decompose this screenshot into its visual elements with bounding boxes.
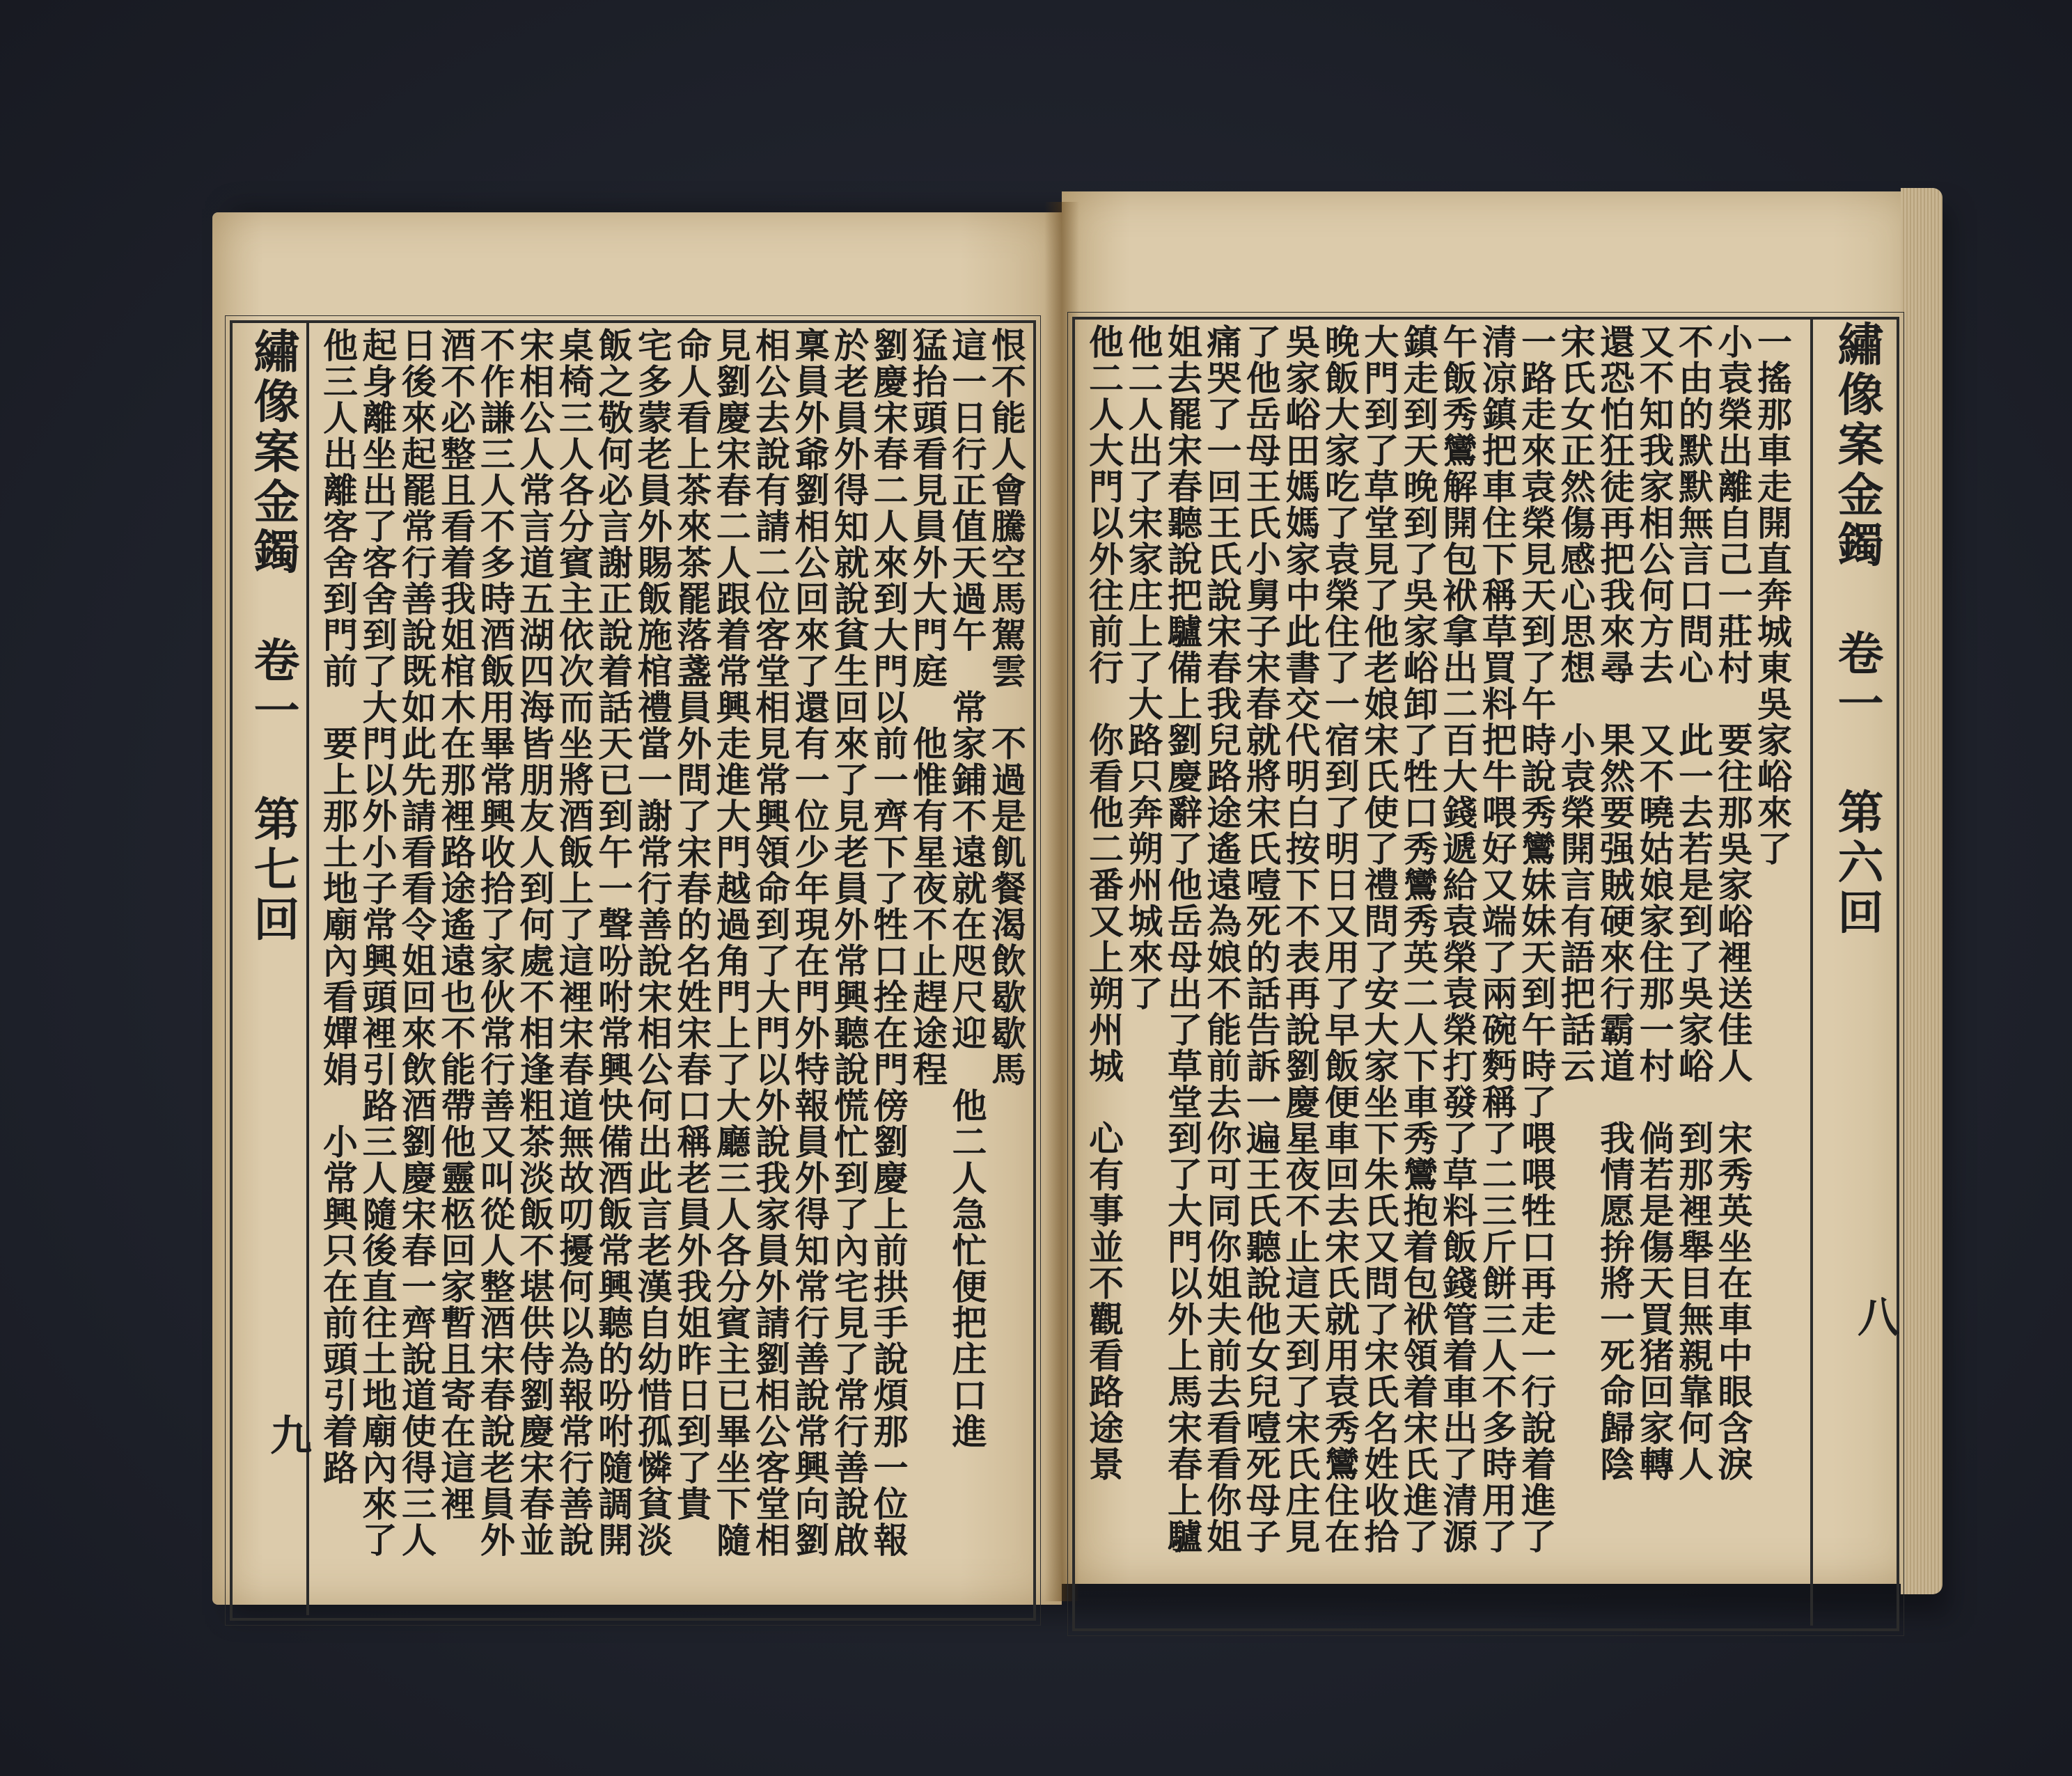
text-column: 劉慶宋春二人來到大門以前一齊下了牲口拴在門傍劉慶上前拱手說煩那一位報 <box>868 327 909 1558</box>
text-column: 相公去說有請二位客堂相見常興領命到了大門以外說我家員外請劉相公客堂相 <box>750 327 792 1558</box>
left-page-text <box>317 327 1027 1608</box>
text-column: 恨不能人會騰空馬駕雲 不過是飢餐渴飲歇歇馬 <box>985 327 1027 1087</box>
text-column: 飯之敬何必言謝正說着話天已到午一聲吩咐常興快備酒飯常興聽的吩咐隨調開 <box>592 327 634 1558</box>
text-column: 命人看上茶來茶罷落盞員外問了宋春的名姓宋春口稱老員外我姐昨日到了貴 <box>671 327 713 1522</box>
left-margin-header <box>240 327 306 945</box>
text-column: 姐去罷宋春聽說把驢備上劉慶辭了他岳母出了草堂到了大門以外上馬宋春上驢 <box>1161 324 1203 1555</box>
text-column: 他二人大門以外往前行 你看他二番又上朔州城 心有事並不觀看路途景 <box>1083 324 1124 1482</box>
text-column: 於老員外得知就說貧生回來了見老員外常興聽說慌忙到了內宅見了常行善說啟 <box>829 327 870 1558</box>
text-column: 午飯秀鸞解開包袱拿出二百大錢遞給袁榮袁榮打發了草料飯錢管着車出了清源 <box>1437 324 1479 1555</box>
right-margin-rule <box>1810 317 1813 1626</box>
text-column: 鎮走到天晚到了吳家峪卸了牲口秀鸞秀英二人下車秀鸞抱着包袱領着宋氏進了 <box>1397 324 1439 1555</box>
text-column: 起身離坐出了客舍到了大門以外小子常興頭裡引路三人隨後直往土地廟內來了 <box>356 327 398 1558</box>
text-column: 一搖那車走開直奔城東吳家峪來了 <box>1751 324 1793 867</box>
text-column: 稟員外爺劉相公回來了還有一位少年現在門外特報員外得知常行善說常興向劉 <box>789 327 831 1558</box>
text-column: 不由的默默無言口問心 此一去若是到了吳家峪 到那裡舉目無親靠何人 <box>1673 324 1715 1482</box>
text-column: 見劉慶宋春二人跟着常興走進大門越過角門上了大廳三人各分賓主已畢坐下隨 <box>710 327 752 1558</box>
text-column: 清凉鎮把車住下稱草買料把牛喂好又端了兩碗麪稱了二三斤餅三人不多時用了 <box>1476 324 1518 1555</box>
page-fore-edge <box>1901 188 1943 1594</box>
text-column: 小袁榮出離自己一莊村 要往那吳家峪裡送佳人 宋秀英坐在車中眼含淚 <box>1712 324 1754 1482</box>
left-page-number: 九 <box>263 1413 312 1455</box>
right-page-number: 八 <box>1851 1295 1899 1337</box>
text-column: 一路走來袁榮見天到了午時說秀鸞妹妹天到午時了喂喂牲口再走一行說着進了 <box>1516 324 1557 1555</box>
text-column: 酒不必整且看着我姐棺木在那裡路途遙遠也不能帶他靈柩回家暫且寄在這裡 <box>435 327 477 1522</box>
text-column: 桌椅三人各分賓主依次而坐將酒飯上了這裡宋春道無故叨擾何以為報常行善說 <box>553 327 595 1558</box>
text-column: 日後來起罷常行善說既如此先請看看令姐回來飲酒劉慶宋春一齊說道使得三人 <box>395 327 437 1558</box>
left-margin-chapter: 卷一 第七回 <box>246 636 300 945</box>
text-column: 他二人出了宋家庄上了大路只奔朔州城來了 <box>1122 324 1164 1012</box>
text-column: 吳家峪田媽媽家中此書交代明白按下不表再說劉慶星夜不止這天到了宋氏庄見 <box>1280 324 1321 1555</box>
text-column: 猛抬頭看見員外大門庭 他惟有星夜不止趕途程 <box>907 327 949 1087</box>
right-page-text <box>1083 324 1793 1619</box>
text-column: 這一日行正值天過午 常家鋪不遠就在咫尺迎 他二人急忙便把庄口進 <box>946 327 988 1449</box>
text-column: 又不知我家相公何方去 又不曉姑娘家住那一村 倘若是傷天買猪回家轉 <box>1633 324 1675 1482</box>
text-column: 痛哭了一回王氏說宋春我兒路途遙遠為娘不能前去你可同你姐夫前去看看你姐 <box>1201 324 1243 1555</box>
text-column: 他三人出離客舍到門前 要上那土地廟內看嬋娟 小常興只在前頭引着路 <box>317 327 359 1486</box>
text-column: 還恐怕狂徒再把我來尋 果然要强賊硬來行霸道 我情愿拚將一死命歸陰 <box>1594 324 1636 1482</box>
text-column: 了他岳母王氏小舅子宋春就將宋氏噎死的話告訴一遍王氏聽說他女兒噎死母子 <box>1240 324 1282 1555</box>
right-margin-title: 繡像案金鐲 <box>1830 320 1884 571</box>
text-column: 不作謙三人不多時酒飯用畢常興收拾了家伙常行善又叫從人整酒宋春說老員外 <box>474 327 516 1558</box>
text-column: 宅多蒙老員外賜飯施棺禮當一謝常行善說宋相公何出此言老漢自幼惜孤憐貧淡 <box>631 327 673 1558</box>
right-margin-header <box>1824 320 1890 938</box>
left-margin-title: 繡像案金鐲 <box>246 327 300 578</box>
text-column: 宋相公人常言道五湖四海皆朋友人到何處不相逢粗茶淡飯不堪供侍劉慶宋春並 <box>514 327 556 1558</box>
text-column: 晚飯大家吃了袁榮住了一宿到了明日又用了早飯便車回去宋氏就用袁秀鸞住在 <box>1319 324 1360 1555</box>
text-column: 大門到了草堂見了他老娘宋氏使了禮問了安大家坐下朱氏又問了宋氏名姓收拾 <box>1358 324 1400 1555</box>
right-margin-chapter: 卷一 第六回 <box>1830 629 1884 938</box>
text-column: 宋氏女正然傷感心思想 小袁榮開言有語把話云 <box>1555 324 1596 1084</box>
